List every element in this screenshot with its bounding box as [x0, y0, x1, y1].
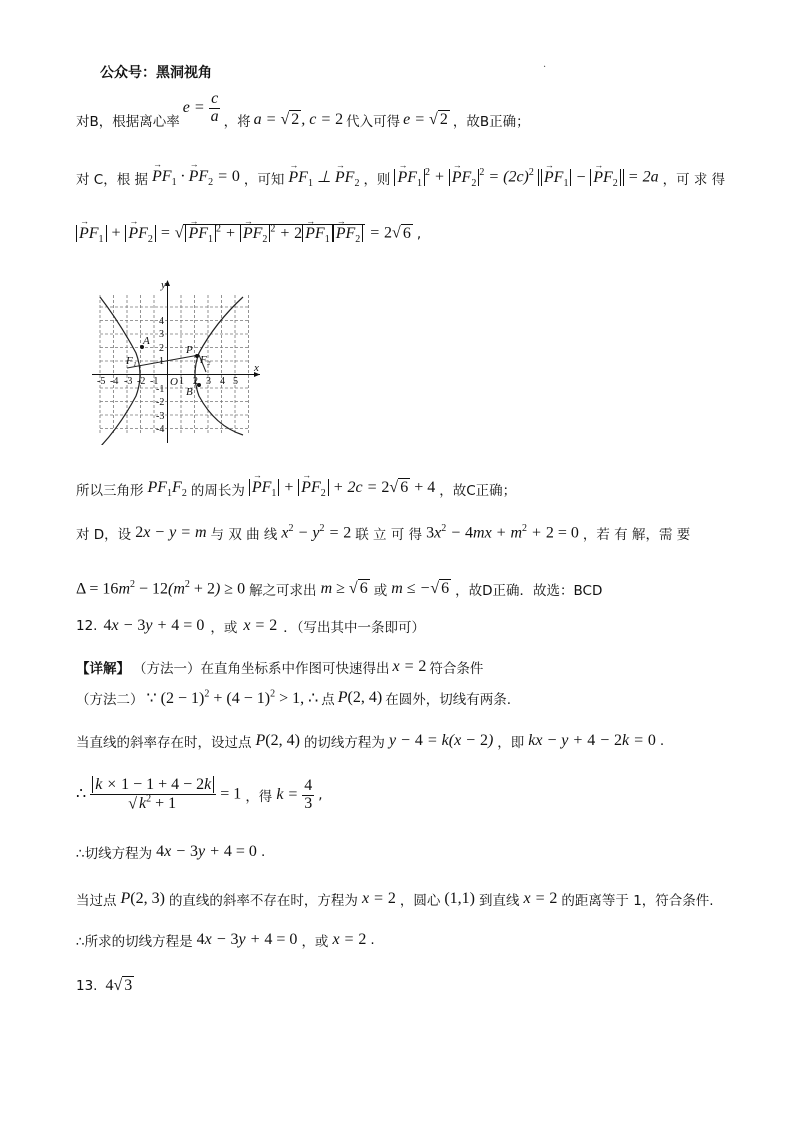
b-mid: ，将: [223, 114, 251, 130]
label-f2: F₂: [200, 354, 211, 366]
page-mark: ·: [543, 62, 547, 73]
b-values: a = √ 2 , c = 2: [253, 111, 344, 128]
d-or: 或: [373, 583, 388, 599]
c-mid2: ，则: [363, 172, 391, 188]
point-p: [195, 354, 199, 358]
x-tick: -2: [137, 376, 146, 387]
y-tick: -3: [156, 411, 165, 422]
y-tick: 4: [159, 316, 164, 327]
discriminant: $\Delta = 16m^2 - 12(m^2 + 2) \ge 0$: [76, 579, 246, 598]
d-mid2: 联 立 可 得: [355, 527, 423, 543]
q12-number: 12.: [76, 618, 98, 634]
final-or: ，或: [301, 934, 329, 950]
perimeter-formula: → $PF_1$ + → $PF_2 + 2c = 2√$ 6 + 4: [249, 479, 435, 499]
b-result: e = √ 2: [403, 111, 448, 128]
point-p24: P(2, 4): [337, 689, 383, 706]
noslope-mid2: ，圆心: [399, 893, 441, 909]
noslope-prefix: 当过点: [76, 893, 117, 909]
d-solve: 解之可求出: [249, 583, 317, 599]
line-b: [76, 89, 530, 140]
grid-lines: [100, 295, 250, 435]
method2-end: 在圆外，切线有两条.: [385, 692, 511, 708]
slope-prefix: 当直线的斜率存在时，设过点: [76, 735, 252, 751]
label-f1: F₁: [126, 355, 137, 367]
d-mid1: 与 双 曲 线: [210, 527, 278, 543]
x-tick: 3: [206, 376, 211, 387]
q13-number: 13.: [76, 978, 98, 994]
b-end: ，故B正确；: [452, 114, 530, 130]
y-tick: -1: [156, 384, 165, 395]
x-tick: -3: [124, 376, 133, 387]
c-relations: → $PF_1^2$ + → $PF_2^2 = (2c)^2 \to PF_1$ − → $PF_2 = 2a$: [394, 167, 658, 189]
y-tick: -4: [156, 424, 165, 435]
d-prefix: 对 D，设: [76, 527, 132, 543]
c-sum-formula: → $PF_1$ + → $PF_2$ = √→ $PF_1^2$ + → $PF_2^2 + 2\to PF_1\to PF_2 = 2√$ 6: [76, 223, 413, 245]
x-tick: 5: [233, 376, 238, 387]
line-c-result: → $PF_1$ + → $PF_2$ = √→ $PF_1^2$ + → $PF_2^2 + 2\to PF_1\to PF_2 = 2√$ 6 ,: [76, 214, 421, 254]
m-ge: m ≥ √ 6: [320, 580, 368, 597]
slope-mid2: ，即: [497, 735, 525, 751]
c-prefix: 对 C，根 据: [76, 172, 149, 188]
point-p23: P(2, 3): [120, 890, 165, 907]
hyperbola-graph: [80, 275, 265, 445]
final-prefix: ∴所求的切线方程是: [76, 934, 193, 950]
perim-prefix: 所以三角形: [76, 483, 144, 499]
tangent-line: ∴切线方程为 4x − 3y + 4 = 0 .: [76, 843, 266, 862]
method2-ineq: ∵ $(2 - 1)^2 + (4 - 1)^2 > 1$, ∴: [146, 688, 319, 707]
x-tick: -1: [150, 376, 159, 387]
method1-end: 符合条件: [429, 661, 484, 677]
k-value: k = $\frac{4}{3}$: [276, 776, 313, 812]
c-mid1: ，可知: [243, 172, 285, 188]
q13-value: 4√ 3: [105, 977, 133, 994]
general-eq: kx − y + 4 − 2k = 0: [528, 732, 656, 749]
triangle-name: $PF_1F_2$: [147, 478, 187, 500]
y-tick: 2: [159, 343, 164, 354]
m-le: m ≤ −√ 6: [391, 580, 450, 597]
d-mid3: ，若 有 解，需 要: [582, 527, 691, 543]
noslope-line: [76, 884, 714, 914]
point-p24-b: P(2, 4): [255, 732, 300, 749]
q12-note: ．（写出其中一条即可）: [283, 620, 425, 636]
c-end: ，可 求 得: [662, 172, 726, 188]
x-tick: 1: [179, 376, 184, 387]
detail-method2: [76, 684, 511, 712]
x-tick: 2: [193, 376, 198, 387]
tangent-eq: 4x − 3y + 4 = 0: [156, 843, 257, 860]
perim-mid: 的周长为: [190, 483, 245, 499]
vertical-eq-2: x = 2: [523, 890, 558, 907]
label-p: P: [186, 344, 193, 356]
origin-label: O: [170, 376, 178, 388]
slope-line: 当直线的斜率存在时，设过点 P(2, 4) 的切线方程为 y − 4 = k(x − 2) ，即 kx − y + 4 − 2k = 0 .: [76, 732, 665, 751]
combined-eq: $3x^2 - 4mx + m^2 + 2 = 0$: [426, 523, 579, 542]
page-header: 公众号：黑洞视角: [100, 65, 212, 81]
x-axis-label: x: [254, 362, 259, 374]
circle-center: (1,1): [444, 890, 475, 907]
vertical-eq: x = 2: [361, 890, 396, 907]
hyperbola-eq: $x^2 - y^2 = 2$: [281, 523, 352, 542]
y-tick: 3: [159, 329, 164, 340]
d-end: ，故D正确．故选：BCD: [455, 583, 603, 599]
method1-eq: x = 2: [392, 658, 427, 675]
method2-text: （方法二）: [76, 692, 144, 708]
q12-or: ，或: [210, 620, 238, 636]
b-sub: 代入可得: [346, 114, 401, 130]
y-tick: 1: [159, 356, 164, 367]
noslope-mid3: 到直线: [479, 893, 520, 909]
eccentricity-formula: e = $\frac{c}{a}$: [182, 89, 219, 125]
q12-answer: [76, 612, 425, 640]
line-c: [76, 163, 725, 193]
line-perimeter: [76, 474, 516, 504]
get-k: ，得: [245, 789, 273, 805]
y-axis-label: y: [161, 279, 166, 291]
label-a: A: [143, 335, 150, 347]
distance-line: ∴ $\frac{k \times 1 - 1 + 4 - 2k}{√ k^2 + 1}$ = 1 ，得 k = $\frac{4}{3}$ ,: [76, 776, 323, 813]
distance-eq: ∴ $\frac{k \times 1 - 1 + 4 - 2k}{√ k^2 + 1}$ = 1: [76, 776, 242, 813]
q12-eq2: x = 2: [243, 617, 278, 634]
x-tick: 4: [220, 376, 225, 387]
line-d: [76, 518, 690, 548]
detail-method1: [76, 654, 483, 680]
y-tick: -2: [156, 397, 165, 408]
dot-product-zero: → $PF_1$ · → $PF_2 = 0$: [152, 168, 240, 188]
x-tick: -4: [110, 376, 119, 387]
noslope-mid: 的直线的斜率不存在时，方程为: [168, 893, 358, 909]
q13-answer: [76, 972, 134, 1000]
point-slope-eq: y − 4 = k(x − 2): [388, 732, 494, 749]
left-branch: [100, 297, 140, 445]
method1-text: （方法一）在直角坐标系中作图可快速得出: [133, 661, 390, 677]
line-d-disc: [76, 574, 602, 604]
method2-mid: 点: [321, 692, 335, 708]
label-b: B: [186, 386, 193, 398]
perim-end: ，故C正确；: [439, 483, 517, 499]
final-line: ∴所求的切线方程是 4x − 3y + 4 = 0 ，或 x = 2 .: [76, 931, 375, 950]
x-tick: -5: [97, 376, 106, 387]
line-eq: 2x − y = m: [135, 524, 207, 541]
slope-mid: 的切线方程为: [303, 735, 385, 751]
tangent-prefix: ∴切线方程为: [76, 846, 153, 862]
final-eq1: 4x − 3y + 4 = 0: [196, 931, 298, 948]
final-eq2: x = 2: [332, 931, 367, 948]
perpendicular: → $PF_1$ ⊥ → $PF_2$: [288, 167, 359, 189]
right-branch: [195, 297, 243, 435]
detail-tag: 【详解】: [76, 661, 130, 677]
q12-eq1: 4x − 3y + 4 = 0: [103, 617, 205, 634]
b-prefix: 对B，根据离心率: [76, 114, 180, 130]
noslope-end: 的距离等于 1，符合条件.: [561, 893, 714, 909]
